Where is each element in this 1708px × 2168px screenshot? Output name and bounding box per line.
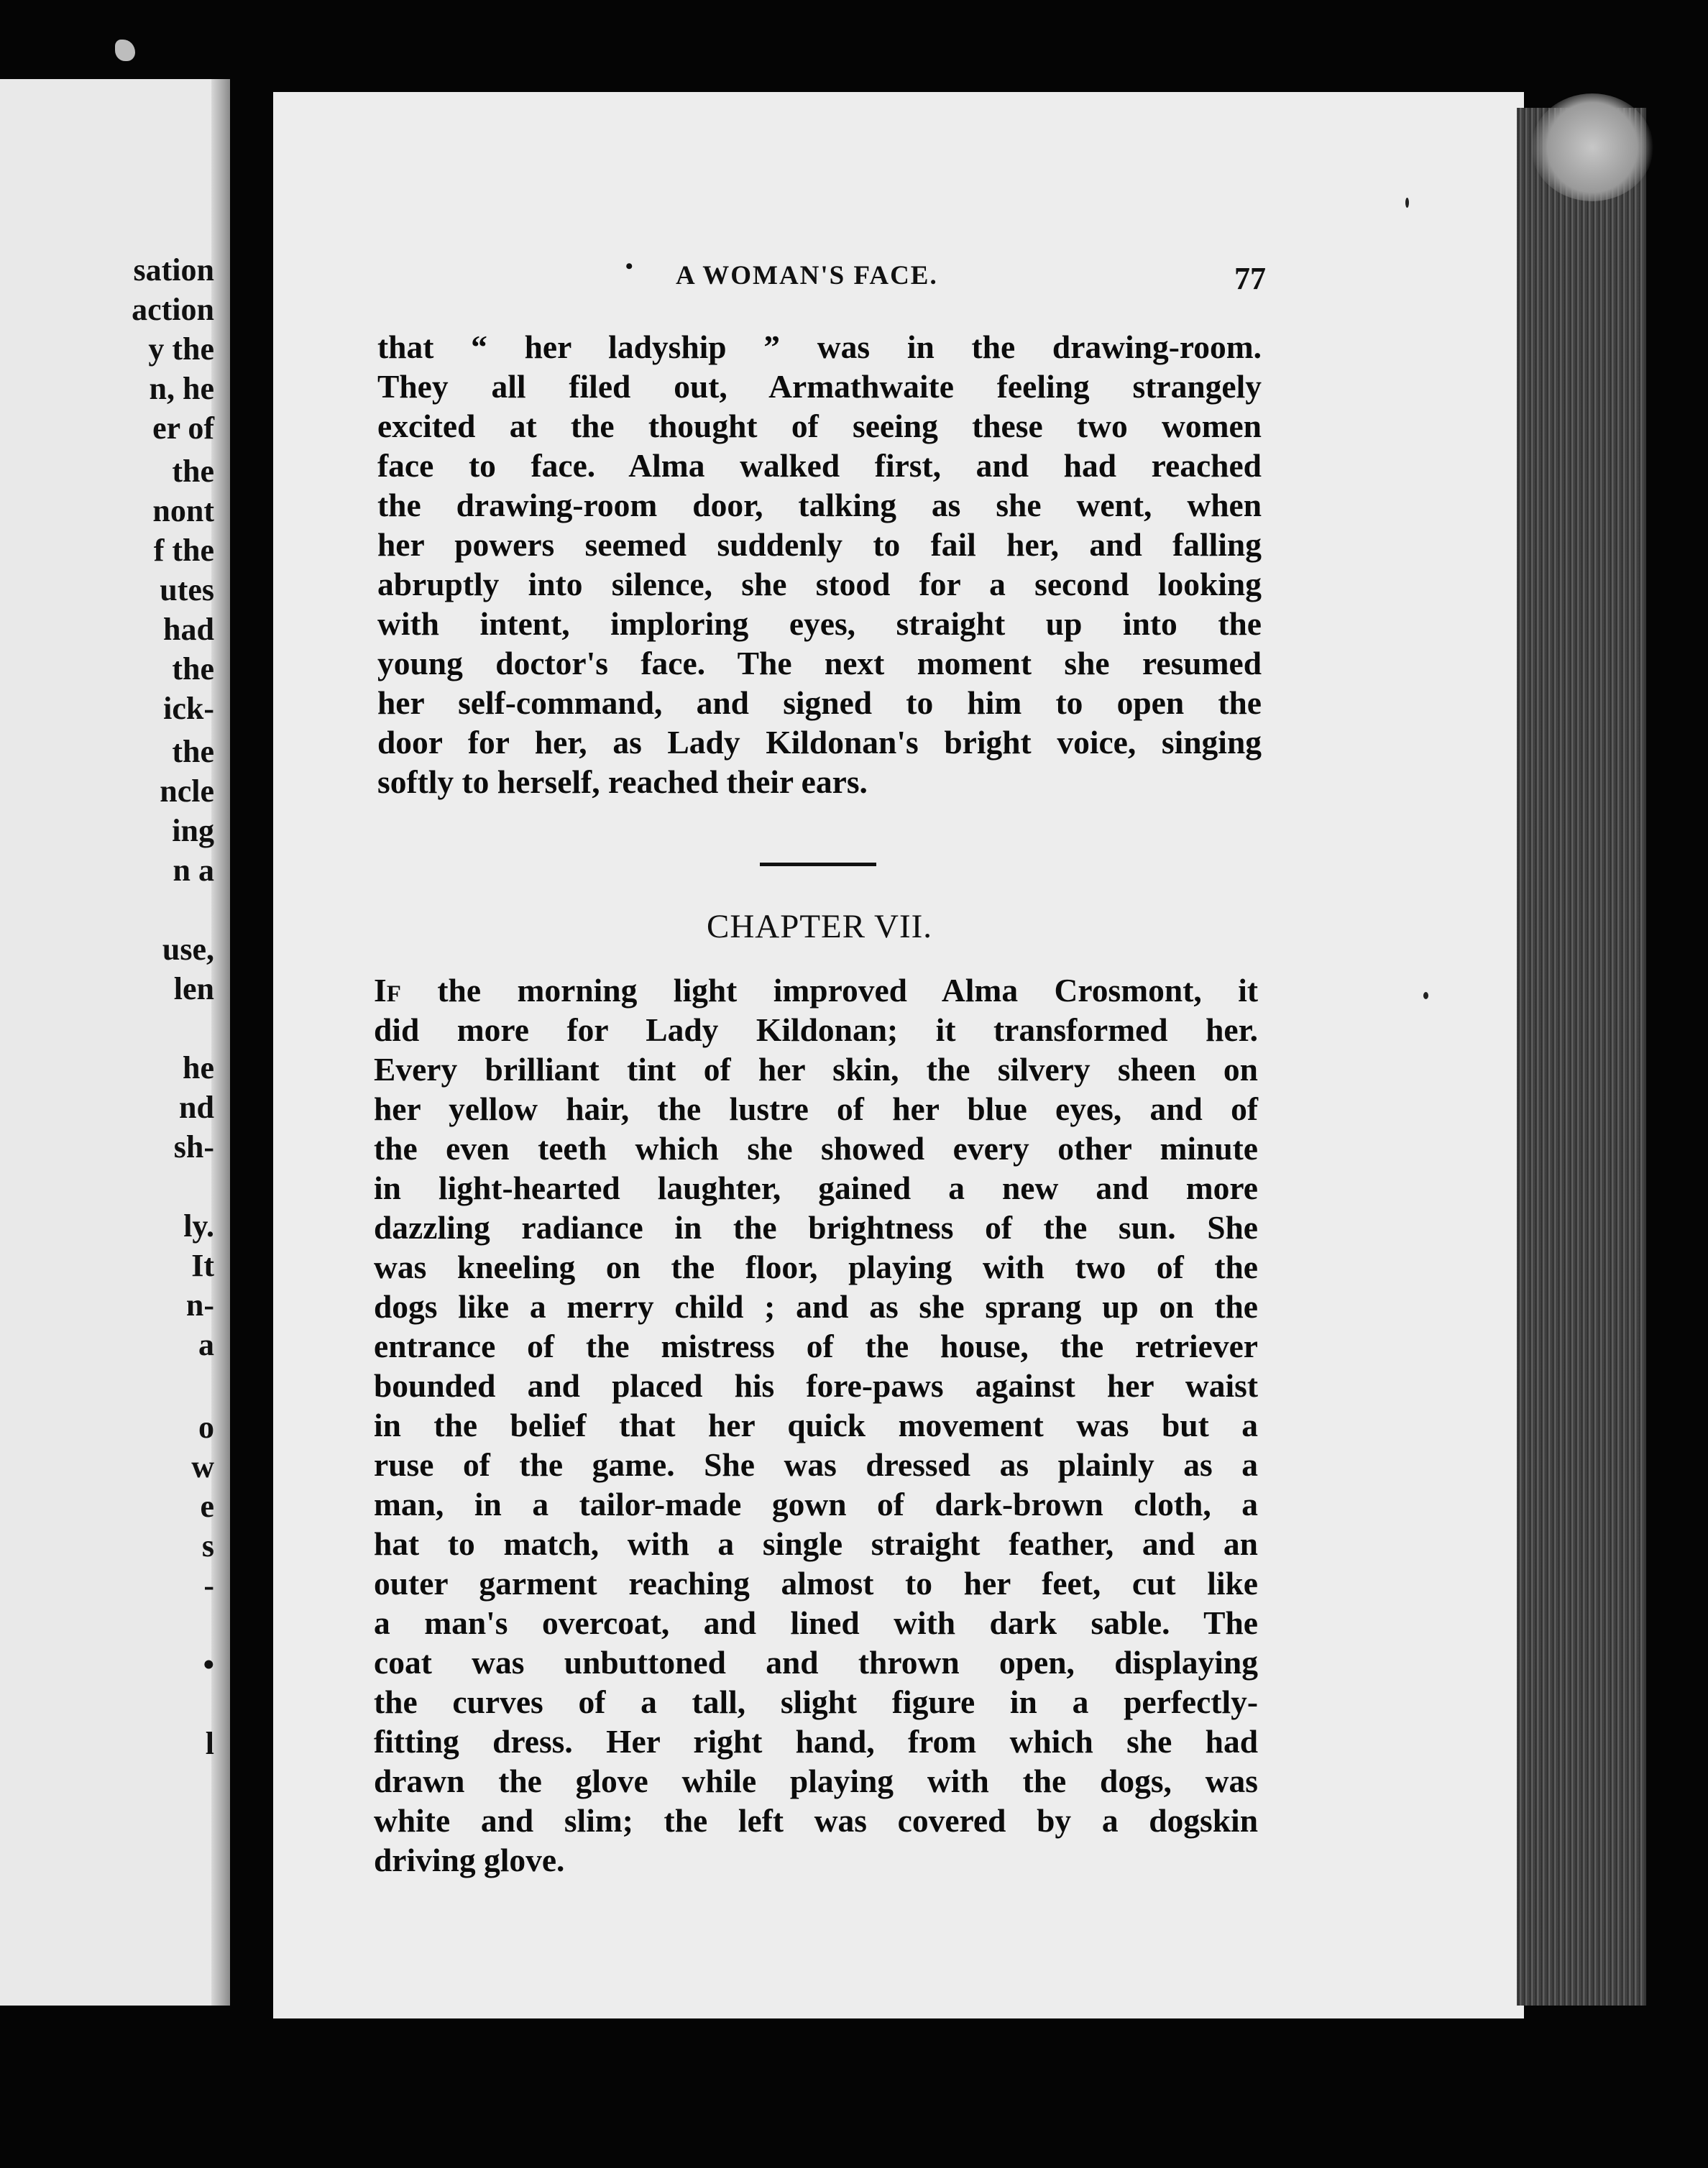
text-line: driving glove.	[374, 1842, 565, 1878]
corner-mark	[115, 40, 135, 61]
left-page-line: n, he	[149, 371, 214, 406]
ink-speck	[1423, 992, 1428, 999]
left-page-line: he	[183, 1050, 214, 1085]
left-page-line: ncle	[160, 773, 214, 809]
left-page-line: e	[200, 1489, 214, 1524]
left-page-line: n-	[185, 1287, 214, 1323]
text-line: white and slim; the left was covered by a dogskin	[374, 1802, 1258, 1839]
left-page-line: ick-	[163, 691, 214, 726]
ink-speck	[1405, 198, 1409, 208]
header-dot: •	[625, 254, 633, 278]
text-line: face to face. Alma walked first, and had reached	[377, 447, 1262, 484]
left-page-line: the	[172, 651, 214, 686]
text-line: They all filed out, Armathwaite feeling strangely	[377, 368, 1262, 405]
left-page-line: ing	[172, 813, 214, 848]
drop-cap: I	[374, 972, 387, 1009]
left-page-gutter	[211, 79, 230, 2006]
left-page-line: had	[163, 612, 214, 647]
chapter-heading: CHAPTER VII.	[706, 908, 933, 945]
text-line: fitting dress. Her right hand, from which she had	[374, 1723, 1258, 1760]
paragraph-2	[374, 970, 1258, 1880]
left-page-line: len	[173, 971, 214, 1006]
text-line: softly to herself, reached their ears.	[377, 763, 868, 800]
left-page-line: er of	[152, 410, 214, 446]
text-line: coat was unbuttoned and thrown open, displaying	[374, 1644, 1258, 1681]
left-page-line: It	[191, 1248, 214, 1283]
text-line: the drawing-room door, talking as she went, when	[377, 487, 1262, 523]
text-line: dazzling radiance in the brightness of the sun. She	[374, 1209, 1258, 1246]
text-line: bounded and placed his fore-paws against her waist	[374, 1367, 1258, 1404]
text-line: her yellow hair, the lustre of her blue eyes, and of	[374, 1090, 1258, 1127]
text-line: in the belief that her quick movement was but a	[374, 1407, 1258, 1443]
text-line: in light-hearted laughter, gained a new and more	[374, 1170, 1258, 1206]
text-line: excited at the thought of seeing these two women	[377, 408, 1262, 444]
left-page-line: nont	[152, 493, 214, 528]
drop-cap-small: F	[386, 981, 401, 1007]
paragraph-2-first-line	[374, 970, 1258, 1010]
text-line: that “ her ladyship ” was in the drawing-room.	[377, 329, 1262, 365]
text-line: her powers seemed suddenly to fail her, and falling	[377, 526, 1262, 563]
left-page-line: utes	[160, 572, 214, 607]
text-line: abruptly into silence, she stood for a second looking	[377, 566, 1262, 602]
left-page-line: -	[203, 1568, 214, 1603]
left-page-line: nd	[179, 1090, 214, 1125]
left-page-fragment	[0, 79, 230, 2006]
left-page-line: sh-	[173, 1129, 214, 1165]
text-line: Every brilliant tint of her skin, the silvery sheen on	[374, 1051, 1258, 1088]
text-line: man, in a tailor-made gown of dark-brown cloth, a	[374, 1486, 1258, 1522]
left-page-line: ly.	[183, 1208, 214, 1244]
left-page-line: n a	[173, 853, 214, 888]
text-line: entrance of the mistress of the house, the retriever	[374, 1328, 1258, 1364]
text-line: with intent, imploring eyes, straight up into the	[377, 605, 1262, 642]
left-page-line: a	[198, 1327, 214, 1362]
text-line: the even teeth which she showed every other minute	[374, 1130, 1258, 1167]
left-page-line: w	[191, 1449, 214, 1484]
text-line: drawn the glove while playing with the dogs, was	[374, 1763, 1258, 1799]
paragraph-1	[377, 327, 1262, 801]
text-line: her self-command, and signed to him to open the	[377, 684, 1262, 721]
page-number: 77	[1234, 261, 1266, 296]
left-page-line: l	[205, 1726, 214, 1761]
text-line: the curves of a tall, slight figure in a perfectly-	[374, 1684, 1258, 1720]
text-line: did more for Lady Kildonan; it transformed her.	[374, 1011, 1258, 1048]
text-line: ruse of the game. She was dressed as plainly as a	[374, 1446, 1258, 1483]
text-line: young doctor's face. The next moment she resumed	[377, 645, 1262, 681]
left-page-line: o	[198, 1410, 214, 1445]
text-line: hat to match, with a single straight feather, and an	[374, 1525, 1258, 1562]
left-page-line: y the	[148, 331, 214, 367]
section-rule	[760, 863, 876, 866]
first-line-text: the morning light improved Alma Crosmont, it	[400, 972, 1258, 1009]
text-line: door for her, as Lady Kildonan's bright voice, singing	[377, 724, 1262, 761]
running-title: A WOMAN'S FACE.	[676, 261, 938, 290]
left-page-line: use,	[162, 932, 214, 967]
text-line: was kneeling on the floor, playing with two of the	[374, 1249, 1258, 1285]
left-page-line: the	[172, 454, 214, 489]
left-page-line: s	[201, 1528, 214, 1563]
page-edges	[1517, 108, 1646, 2006]
left-page-line: action	[132, 292, 214, 327]
text-line: outer garment reaching almost to her feet, cut like	[374, 1565, 1258, 1602]
left-page-line: •	[203, 1647, 214, 1682]
left-page-line: the	[172, 734, 214, 769]
page-stain	[1531, 93, 1653, 201]
left-page-line: f the	[153, 533, 214, 568]
text-line: a man's overcoat, and lined with dark sable. The	[374, 1604, 1258, 1641]
text-line: dogs like a merry child ; and as she sprang up on the	[374, 1288, 1258, 1325]
left-page-line: sation	[133, 252, 214, 288]
